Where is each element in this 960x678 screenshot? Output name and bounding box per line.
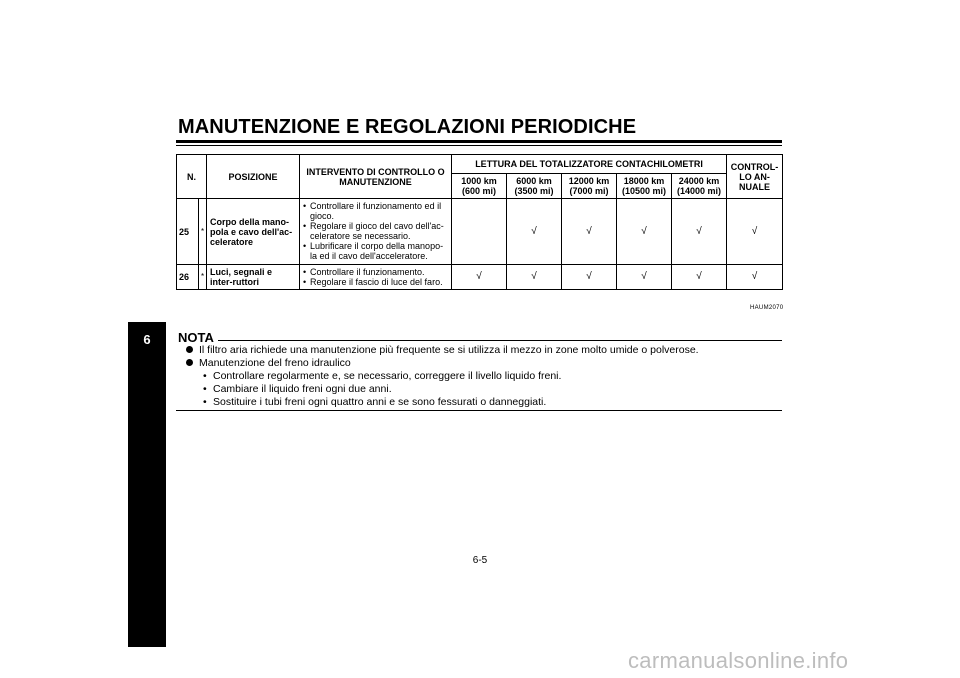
- nota-bottom-rule: [176, 410, 782, 411]
- action-item: • Controllare il funzionamento.: [303, 267, 448, 277]
- table-header-row: [177, 155, 783, 174]
- check-cell: √: [672, 199, 727, 265]
- row-actions: [300, 199, 452, 265]
- chapter-number: 6: [143, 332, 151, 347]
- action-item: • Controllare il funzionamento ed il gioco.: [303, 201, 448, 221]
- header-action: INTERVENTO DI CONTROLLO O MANUTENZIONE: [300, 155, 452, 199]
- check-cell: [452, 199, 507, 265]
- nota-sub-item: • Controllare regolarmente e, se necessario, correggere il livello liquido freni.: [203, 370, 562, 382]
- header-interval: 24000 km (14000 mi): [672, 174, 727, 199]
- check-cell: √: [562, 199, 617, 265]
- header-position: POSIZIONE: [207, 155, 300, 199]
- check-cell: √: [727, 199, 783, 265]
- maintenance-table: [176, 154, 783, 290]
- action-item: • Lubrificare il corpo della manopo-la ed il cavo dell'acceleratore.: [303, 241, 448, 261]
- nota-body: [186, 344, 776, 409]
- row-star: *: [199, 265, 207, 290]
- action-item: • Regolare il fascio di luce del faro.: [303, 277, 448, 287]
- header-interval: 6000 km (3500 mi): [507, 174, 562, 199]
- row-star: *: [199, 199, 207, 265]
- small-bullet-icon: •: [203, 370, 207, 382]
- row-actions: [300, 265, 452, 290]
- header-annual: CONTROL-LO AN-NUALE: [727, 155, 783, 199]
- check-cell: √: [617, 265, 672, 290]
- title-rule: [176, 140, 782, 143]
- header-odometer: LETTURA DEL TOTALIZZATORE CONTACHILOMETRI: [452, 155, 727, 174]
- nota-rule: [218, 340, 782, 341]
- table-row: [177, 265, 783, 290]
- header-interval: 12000 km (7000 mi): [562, 174, 617, 199]
- small-bullet-icon: •: [203, 383, 207, 395]
- check-cell: √: [672, 265, 727, 290]
- page-number: 6-5: [472, 555, 488, 566]
- check-cell: √: [562, 265, 617, 290]
- reference-code: HAUM2070: [750, 305, 784, 311]
- header-interval: 1000 km (600 mi): [452, 174, 507, 199]
- header-num: N.: [177, 155, 207, 199]
- chapter-tab: [128, 322, 166, 647]
- check-cell: √: [452, 265, 507, 290]
- nota-sub-item: • Sostituire i tubi freni ogni quattro anni e se sono fessurati o danneggiati.: [203, 396, 547, 408]
- check-cell: √: [617, 199, 672, 265]
- row-number: 25: [177, 199, 199, 265]
- row-position: Luci, segnali e inter-ruttori: [207, 265, 300, 290]
- row-number: 26: [177, 265, 199, 290]
- bullet-icon: [186, 346, 193, 353]
- check-cell: √: [727, 265, 783, 290]
- action-item: • Regolare il gioco del cavo dell'ac-celeratore se necessario.: [303, 221, 448, 241]
- nota-label: NOTA: [178, 330, 214, 345]
- check-cell: √: [507, 199, 562, 265]
- header-interval: 18000 km (10500 mi): [617, 174, 672, 199]
- row-position: Corpo della mano-pola e cavo dell'ac-celeratore: [207, 199, 300, 265]
- nota-sub-item: • Cambiare il liquido freni ogni due anni.: [203, 383, 392, 395]
- bullet-icon: [186, 359, 193, 366]
- nota-item: Manutenzione del freno idraulico: [186, 357, 776, 370]
- title-rule-thin: [176, 145, 782, 146]
- table-row: [177, 199, 783, 265]
- nota-item: Il filtro aria richiede una manutenzione più frequente se si utilizza il mezzo in zone molto umide o polverose.: [186, 344, 776, 357]
- check-cell: √: [507, 265, 562, 290]
- watermark: carmanualsonline.info: [628, 648, 849, 673]
- small-bullet-icon: •: [203, 396, 207, 408]
- page-title: MANUTENZIONE E REGOLAZIONI PERIODICHE: [178, 116, 637, 138]
